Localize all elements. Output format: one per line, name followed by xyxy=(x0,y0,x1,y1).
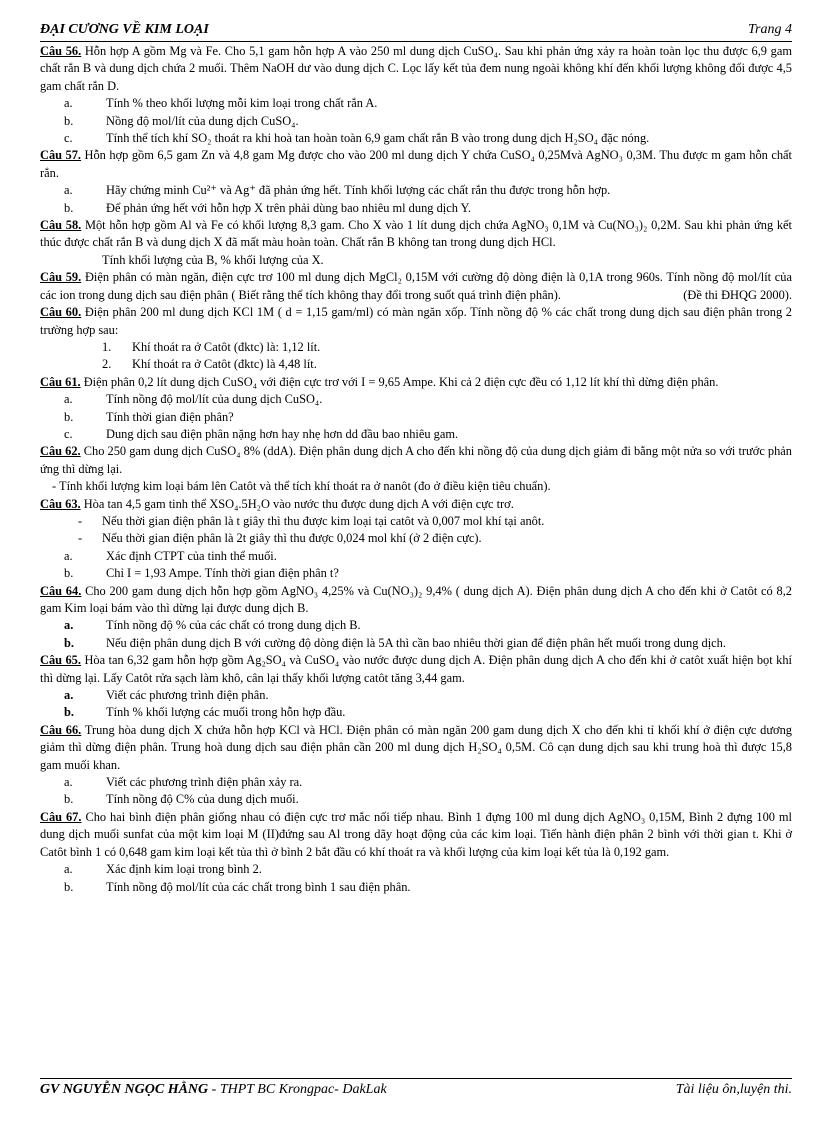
item-label: a. xyxy=(64,392,73,407)
item-label: a. xyxy=(64,862,73,877)
item-text: Tính nồng độ mol/lít của các chất trong bình 1 sau điện phân. xyxy=(106,879,411,894)
sub-item xyxy=(40,200,792,217)
question-67 xyxy=(40,809,792,861)
sub-item xyxy=(40,513,792,530)
item-text: Tính nồng độ C% của dung dịch muối. xyxy=(106,792,299,807)
question-number: Câu 58. xyxy=(40,218,82,233)
item-text: Tính thời gian điện phân? xyxy=(106,409,234,424)
question-56 xyxy=(40,43,792,95)
question-text: Cho 250 gam dung dịch CuSO₄ 8% (ddA). Điện phân dung dịch A cho đến khi nồng độ của dung dịch giảm đi bằng một nửa so với trước phản ứng thì dừng lại. xyxy=(40,444,793,476)
question-number: Câu 66. xyxy=(40,722,82,737)
sub-item xyxy=(40,704,792,721)
item-label: - xyxy=(78,513,83,528)
item-label: b. xyxy=(64,113,74,128)
item-label: - xyxy=(78,531,83,546)
question-text: Hòa tan 6,32 gam hỗn hợp gồm Ag₂SO₄ và CuSO₄ vào nước được dung dịch A. Điện phân dung dịch A cho đến khi ở catôt xuất hiện bọt khí thì dừng lại. Lấy Catôt rửa sạch làm khô, cân lại thấy khối lượng catôt tăng 3,44 gam. xyxy=(40,653,792,685)
sub-item xyxy=(40,391,792,408)
sub-item xyxy=(40,356,792,373)
page-footer xyxy=(40,1078,792,1098)
item-label: b. xyxy=(64,879,74,894)
item-text: Viết các phương trình điện phân xảy ra. xyxy=(106,775,303,790)
question-number: Câu 60. xyxy=(40,305,82,320)
item-label: b. xyxy=(64,409,74,424)
item-label: a. xyxy=(64,688,74,703)
item-text: Để phản ứng hết với hỗn hợp X trên phải dùng bao nhiêu ml dung dịch Y. xyxy=(106,200,471,215)
question-number: Câu 67. xyxy=(40,809,82,824)
document-title: ĐẠI CƯƠNG VỀ KIM LOẠI xyxy=(40,22,209,37)
item-label: 1. xyxy=(102,339,112,354)
item-text: Tính thể tích khí SO₂ thoát ra khi hoà tan hoàn toàn 6,9 gam chất rắn B vào trong dung dịch H₂SO₄ đặc nóng. xyxy=(106,131,650,146)
item-text: Nếu thời gian điện phân là t giây thì thu được kim loại tại catôt và 0,007 mol khí tại anôt. xyxy=(102,513,545,528)
school-name: - THPT BC Krongpac- DakLak xyxy=(208,1082,387,1097)
item-text: Xác định kim loại trong bình 2. xyxy=(106,862,262,877)
item-text: Nồng độ mol/lít của dung dịch CuSO₄. xyxy=(106,113,299,128)
item-text: Dung dịch sau điện phân nặng hơn hay nhẹ hơn dd đầu bao nhiêu gam. xyxy=(106,426,459,441)
question-63 xyxy=(40,496,792,513)
sub-item xyxy=(40,95,792,112)
author-name: GV NGUYỄN NGỌC HẰNG xyxy=(40,1082,209,1097)
sub-item xyxy=(40,879,792,896)
question-64 xyxy=(40,583,792,618)
item-label: b. xyxy=(64,200,74,215)
sub-item xyxy=(40,565,792,582)
question-number: Câu 61. xyxy=(40,374,81,389)
item-text: Tính % khối lượng các muối trong hỗn hợp đầu. xyxy=(106,705,346,720)
question-66 xyxy=(40,722,792,774)
page xyxy=(40,22,792,1107)
item-label: c. xyxy=(64,426,73,441)
exam-source: (Đề thi ĐHQG 2000). xyxy=(683,287,792,302)
question-number: Câu 65. xyxy=(40,653,81,668)
sub-item xyxy=(40,617,792,634)
item-text: Hãy chứng minh Cu²⁺ và Ag⁺ đã phản ứng hết. Tính khối lượng các chất rắn thu được trong hỗn hợp. xyxy=(106,183,611,198)
question-text: Trung hòa dung dịch X chứa hỗn hợp KCl và HCl. Điện phân có màn ngăn 200 gam dung dịch X cho đến khi tỉ khối khí ở điện cực dương giảm thì dừng điện phân. Trung hoà dung dịch sau điện phân cần 200 ml dung dịch H₂SO₄ 0,5M. Cô cạn dung dịch sau khi trung hoà thì được 15,8 gam muối khan. xyxy=(40,722,792,772)
question-65 xyxy=(40,652,792,687)
question-59 xyxy=(40,269,792,304)
item-label: a. xyxy=(64,96,73,111)
question-number: Câu 63. xyxy=(40,496,81,511)
question-instruction: - Tính khối lượng kim loại bám lên Catôt và thể tích khí thoát ra ở nanôt (đo ở điều kiện tiêu chuẩn). xyxy=(52,479,551,494)
item-label: a. xyxy=(64,183,73,198)
question-text: Cho 200 gam dung dịch hỗn hợp gồm AgNO₃ 4,25% và Cu(NO₃)₂ 9,4% ( dung dịch A). Điện phân dung dịch A cho đến khi ở Catôt có 8,2 gam Kim loại bám vào thì dừng lại được dung dịch B. xyxy=(40,583,793,615)
question-57 xyxy=(40,147,792,182)
page-header xyxy=(40,22,792,42)
question-text: Một hỗn hợp gồm Al và Fe có khối lượng 8,3 gam. Cho X vào 1 lít dung dịch chứa AgNO₃ 0,1M và Cu(NO₃)₂ 0,2M. Sau khi phản ứng kết thúc được chất rắn B và dung dịch X đã mất màu hoàn toàn. Chất rắn B không tan trong dung dịch HCl. xyxy=(40,218,792,250)
question-text: Điện phân có màn ngăn, điện cực trơ 100 ml dung dịch MgCl₂ 0,15M với cường độ dòng điện là 0,1A trong 960s. Tính nồng độ mol/lít của các ion trong dung dịch sau điện phân ( Biết rằng thể tích không thay đổi trong suốt quá trình điện phân). xyxy=(40,270,792,302)
item-text: Chỉ I = 1,93 Ampe. Tính thời gian điện phân t? xyxy=(106,566,339,581)
sub-item xyxy=(40,426,792,443)
item-text: Tính nồng độ % của các chất có trong dung dịch B. xyxy=(106,618,361,633)
question-60 xyxy=(40,304,792,339)
question-58 xyxy=(40,217,792,252)
item-text: Khí thoát ra ở Catôt (đktc) là 4,48 lít. xyxy=(132,357,317,372)
item-text: Khí thoát ra ở Catôt (đktc) là: 1,12 lít. xyxy=(132,339,321,354)
item-text: Xác định CTPT của tinh thể muối. xyxy=(106,548,277,563)
item-text: Tính nồng độ mol/lít của dung dịch CuSO₄. xyxy=(106,392,323,407)
item-label: b. xyxy=(64,792,74,807)
item-label: b. xyxy=(64,705,74,720)
question-instruction: Tính khối lượng của B, % khối lượng của X. xyxy=(102,252,324,267)
page-number: Trang 4 xyxy=(748,22,792,37)
sub-item xyxy=(40,113,792,130)
sub-item xyxy=(40,791,792,808)
item-label: b. xyxy=(64,566,74,581)
document-body xyxy=(40,43,792,896)
question-number: Câu 57. xyxy=(40,148,82,163)
question-61 xyxy=(40,374,792,391)
question-62 xyxy=(40,443,792,478)
item-text: Nếu thời gian điện phân là 2t giây thì thu được 0,024 mol khí (ở 2 điện cực). xyxy=(102,531,482,546)
question-number: Câu 56. xyxy=(40,44,82,58)
question-text: Cho hai bình điện phân giống nhau có điện cực trơ mắc nối tiếp nhau. Bình 1 đựng 100 ml dung dịch AgNO₃ 0,15M, Bình 2 đựng 100 ml dung dịch muối sunfat của một kim loại M (II)đứng sau Al trong dãy hoạt động của các kim loại. Tiến hành điện phân 2 bình với thời gian t. Khi ở Catôt bình 1 có 0,648 gam kim loại kết tủa thì ở bình 2 bắt đầu có khí thoát ra và khối lượng của kim loại kết tủa là 0,192 gam. xyxy=(40,809,792,859)
item-label: a. xyxy=(64,548,73,563)
item-label: c. xyxy=(64,131,73,146)
item-label: a. xyxy=(64,618,74,633)
question-number: Câu 62. xyxy=(40,444,81,459)
item-text: Viết các phương trình điện phân. xyxy=(106,688,269,703)
sub-item xyxy=(40,774,792,791)
item-text: Tính % theo khối lượng mỗi kim loại trong chất rắn A. xyxy=(106,96,378,111)
question-text: Hỗn hợp A gồm Mg và Fe. Cho 5,1 gam hỗn hợp A vào 250 ml dung dịch CuSO₄. Sau khi phản ứng xảy ra hoàn toàn lọc thu được 6,9 gam chất rắn B và dung dịch chứa 2 muối. Thêm NaOH dư vào dung dịch C. Lọc lấy kết tủa đem nung ngoài không khí đến khối lượng không đổi được 4,5 gam chất rắn D. xyxy=(40,44,792,93)
item-text: Nếu điện phân dung dịch B với cường độ dòng điện là 5A thì cần bao nhiêu thời gian để điện phân hết muối trong dung dịch. xyxy=(106,635,726,650)
footer-note: Tài liệu ôn,luyện thi. xyxy=(675,1082,792,1097)
sub-item xyxy=(40,548,792,565)
question-text: Điện phân 0,2 lít dung dịch CuSO₄ với điện cực trơ với I = 9,65 Ampe. Khi cả 2 điện cực đều có 1,12 lít khí thì dừng điện phân. xyxy=(80,374,719,389)
question-text: Điện phân 200 ml dung dịch KCl 1M ( d = 1,15 gam/ml) có màn ngăn xốp. Tính nồng độ % các chất trong dung dịch sau điện phân trong 2 trường hợp sau: xyxy=(40,305,792,337)
question-number: Câu 64. xyxy=(40,583,82,598)
sub-item xyxy=(40,687,792,704)
item-label: 2. xyxy=(102,357,112,372)
sub-item xyxy=(40,130,792,147)
sub-item xyxy=(40,861,792,878)
sub-item xyxy=(40,530,792,547)
sub-item xyxy=(40,409,792,426)
item-label: b. xyxy=(64,635,74,650)
question-text: Hòa tan 4,5 gam tinh thể XSO₄.5H₂O vào nước thu được dung dịch A với điện cực trơ. xyxy=(80,496,514,511)
sub-item xyxy=(40,339,792,356)
sub-item xyxy=(40,635,792,652)
footer-author-line xyxy=(40,1082,387,1098)
item-label: a. xyxy=(64,775,73,790)
question-number: Câu 59. xyxy=(40,270,82,285)
sub-item xyxy=(40,182,792,199)
question-text: Hỗn hợp gồm 6,5 gam Zn và 4,8 gam Mg được cho vào 200 ml dung dịch Y chứa CuSO₄ 0,25Mvà AgNO₃ 0,3M. Thu được m gam hỗn chất rắn. xyxy=(40,148,792,180)
